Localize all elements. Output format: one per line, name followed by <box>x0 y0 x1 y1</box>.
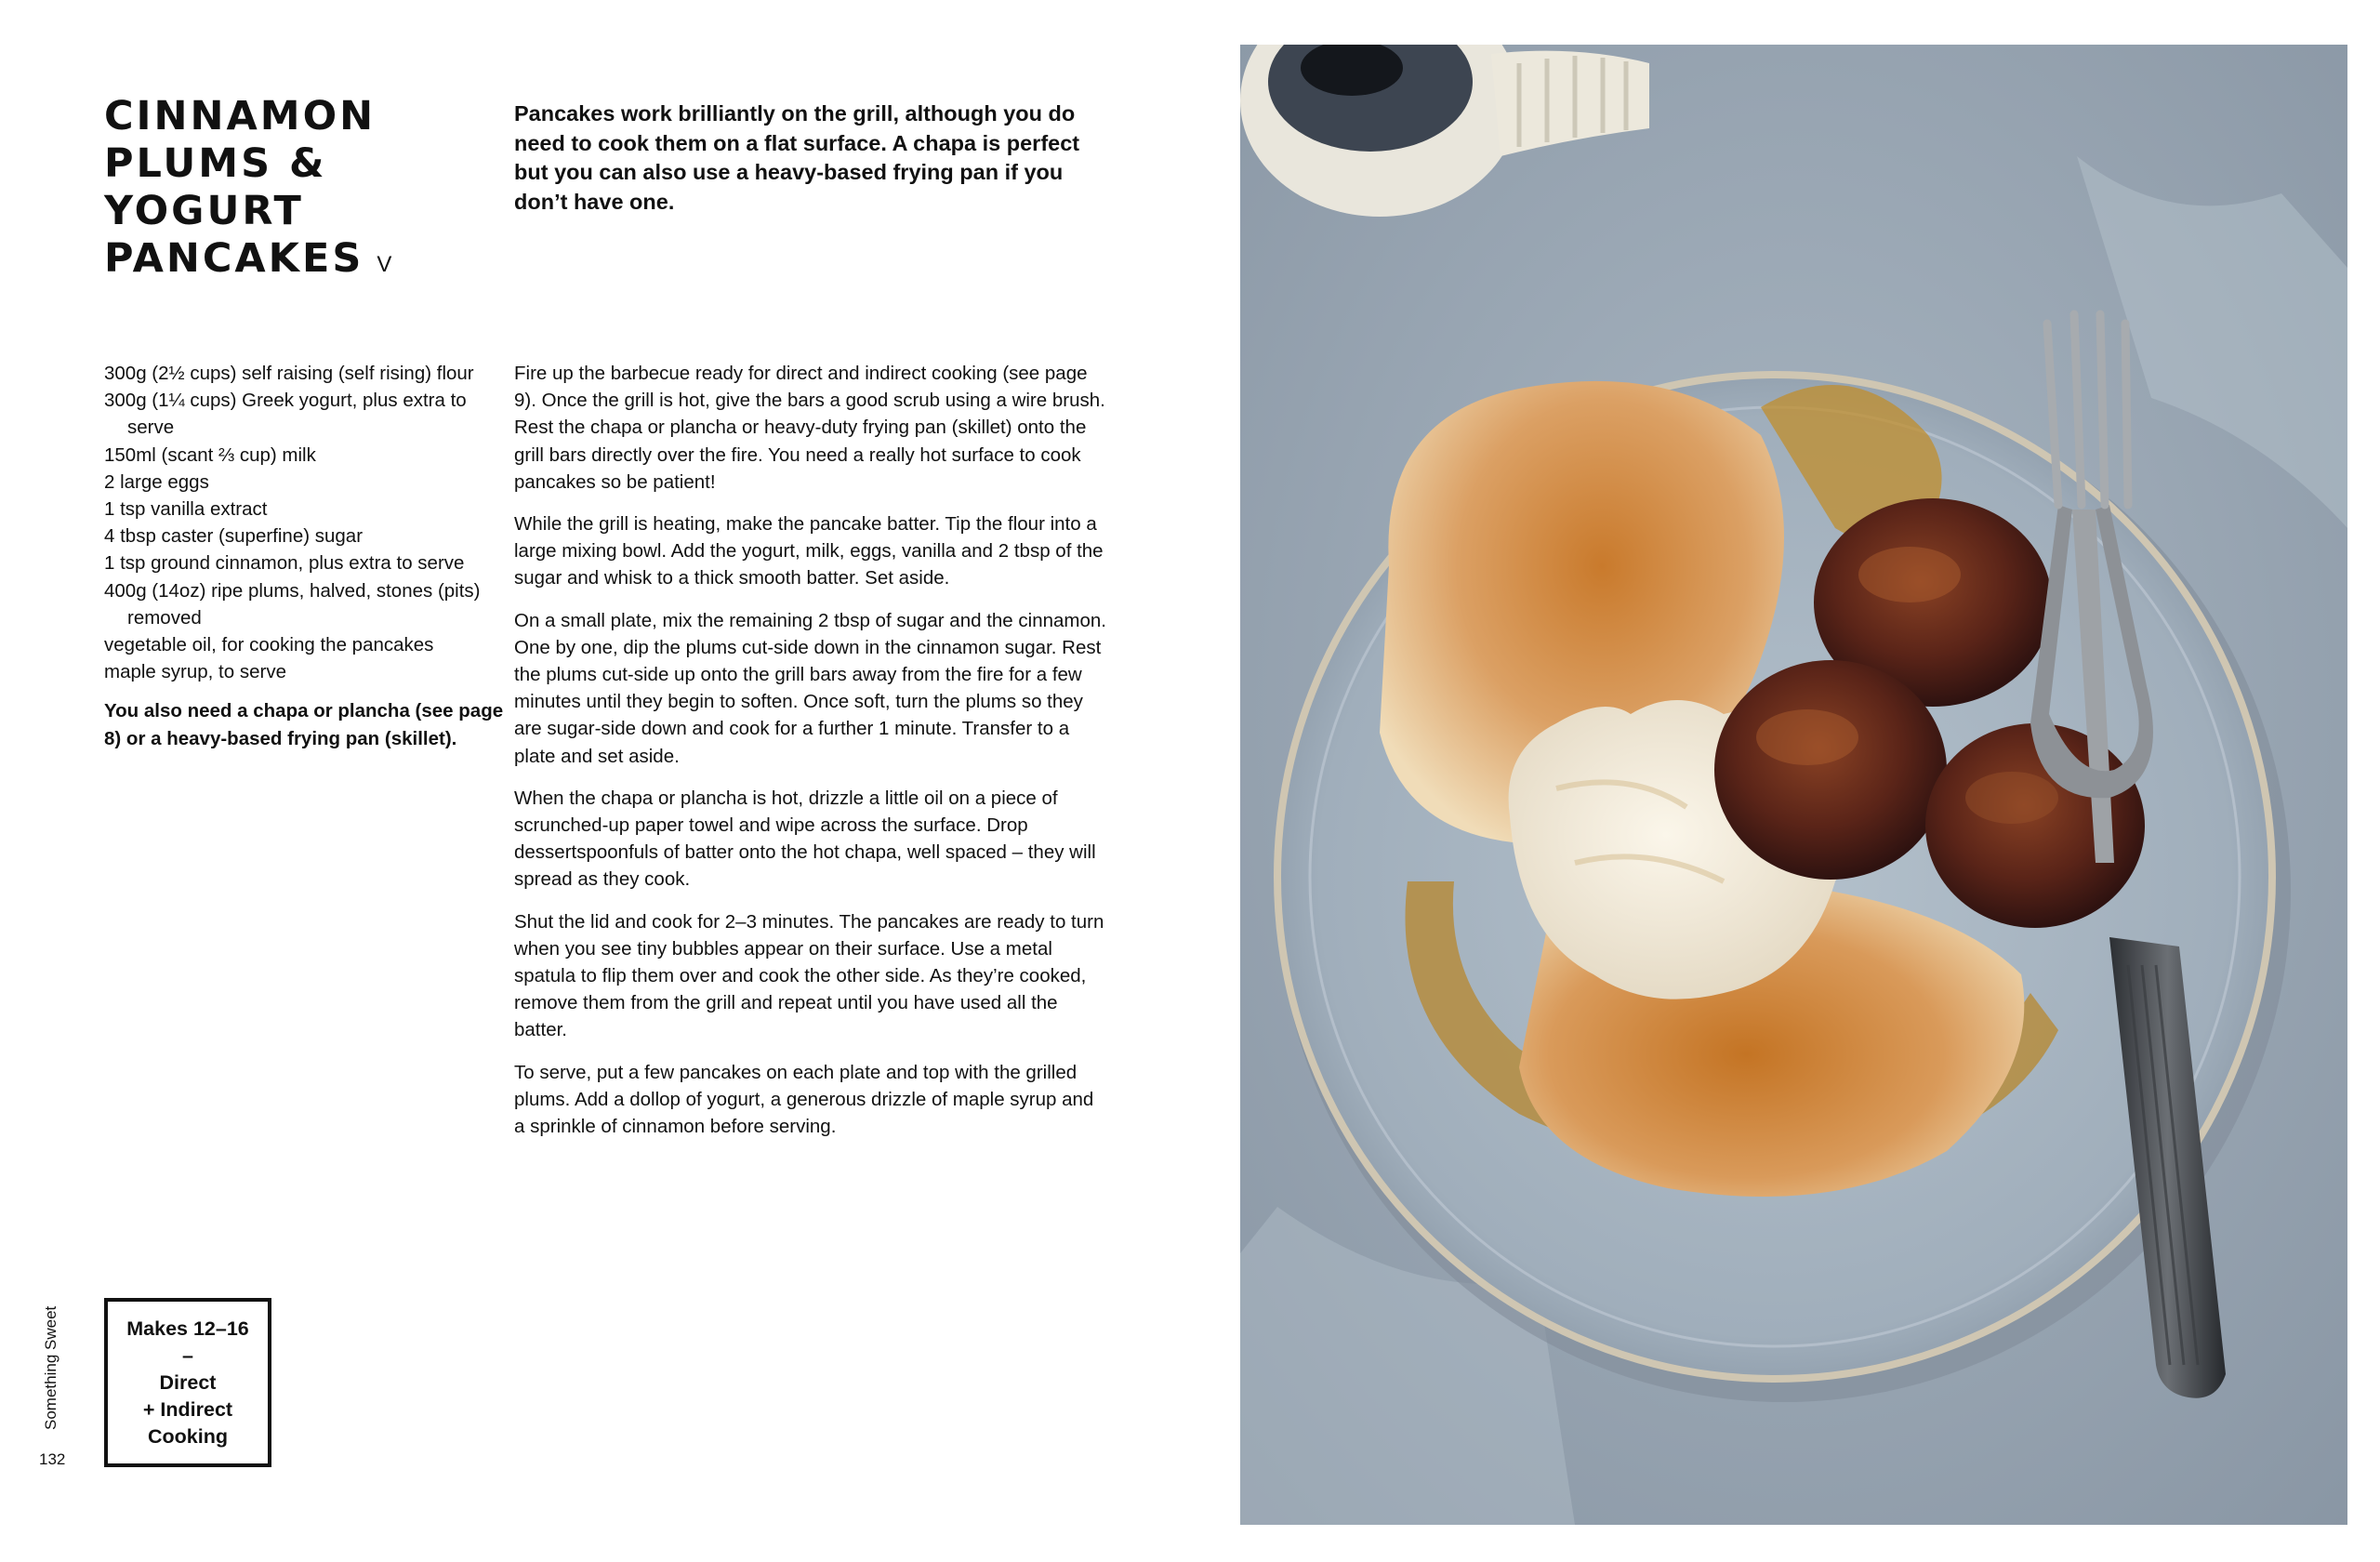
cooking-method-line-1: Direct <box>159 1370 217 1394</box>
title-line-4 <box>104 235 439 288</box>
page-number: 132 <box>39 1450 66 1468</box>
title-line-3: YOGURT <box>104 188 304 234</box>
ingredient-item: 300g (1¼ cups) Greek yogurt, plus extra to serve <box>104 390 467 439</box>
recipe-title <box>104 93 439 288</box>
cooking-method-line-3: Cooking <box>148 1424 228 1448</box>
method-step: While the grill is heating, make the pancake batter. Tip the flour into a large mixing bowl. Add the yogurt, milk, eggs, vanilla and 2 tbsp of the sugar and whisk to a thick smooth batter. Set aside. <box>514 513 1104 589</box>
ingredient-item: 2 large eggs <box>104 470 209 493</box>
recipe-intro: Pancakes work brilliantly on the grill, although you do need to cook them on a flat surface. A chapa is perfect but you can also use a heavy-based frying pan if you don’t have one. <box>514 101 1080 214</box>
recipe-photo <box>1240 45 2347 1525</box>
serving-divider: – <box>182 1344 193 1367</box>
grilled-plum <box>1714 660 1947 880</box>
ingredient-item: 400g (14oz) ripe plums, halved, stones (pits) removed <box>104 579 481 629</box>
title-line-1: CINNAMON <box>104 93 377 139</box>
equipment-note: You also need a chapa or plancha (see page 8) or a heavy-based frying pan (skillet). <box>104 700 504 749</box>
ingredient-item: 1 tsp vanilla extract <box>104 498 268 521</box>
method-step: On a small plate, mix the remaining 2 tbsp of sugar and the cinnamon. One by one, dip the plums cut-side down in the cinnamon sugar. Rest the plums cut-side up onto the grill bars away from the fire for a few minutes until they begin to soften. Once soft, turn the plums so they are sugar-side down and cook for a further 1 minute. Transfer to a plate and set aside. <box>514 609 1106 767</box>
ingredients-list <box>104 360 504 752</box>
ingredient-item: vegetable oil, for cooking the pancakes <box>104 634 434 656</box>
section-name: Something Sweet <box>42 1305 60 1430</box>
ingredient-item: 300g (2½ cups) self raising (self rising) flour <box>104 363 474 384</box>
ingredient-item: 150ml (scant ⅔ cup) milk <box>104 443 316 466</box>
serving-makes: Makes 12–16 <box>126 1317 249 1340</box>
ingredient-item: 1 tsp ground cinnamon, plus extra to serve <box>104 552 465 575</box>
title-line-2: PLUMS & <box>104 140 327 187</box>
method-step: Fire up the barbecue ready for direct and indirect cooking (see page 9). Once the grill is hot, give the bars a good scrub using a wire brush. Rest the chapa or plancha or heavy-duty frying pan (skillet) onto the grill bars directly over the fire. You need a really hot surface to cook pancakes so be patient! <box>514 363 1105 493</box>
ingredient-item: 4 tbsp caster (superfine) sugar <box>104 525 364 548</box>
title-line-4-text: PANCAKES <box>104 235 364 282</box>
pancake-plate-illustration <box>1240 45 2347 1525</box>
method-step: Shut the lid and cook for 2–3 minutes. The pancakes are ready to turn when you see tiny bubbles appear on their surface. Use a metal spatula to flip them over and cook the other side. As they’re cooked, remove them from the grill and repeat until you have used all the batter. <box>514 910 1104 1041</box>
ingredient-item: maple syrup, to serve <box>104 661 286 683</box>
serving-info-box <box>104 1298 271 1467</box>
method-steps <box>514 360 1109 1155</box>
cooking-method-line-2: + Indirect <box>142 1397 233 1421</box>
method-step: To serve, put a few pancakes on each plate and top with the grilled plums. Add a dollop of yogurt, a generous drizzle of maple syrup and a sprinkle of cinnamon before serving. <box>514 1061 1094 1138</box>
method-step: When the chapa or plancha is hot, drizzle a little oil on a piece of scrunched-up paper towel and wipe across the surface. Drop dessertspoonfuls of batter onto the hot chapa, well spaced – they will spread as they cook. <box>514 787 1096 891</box>
vegetarian-marker: V <box>377 252 392 277</box>
